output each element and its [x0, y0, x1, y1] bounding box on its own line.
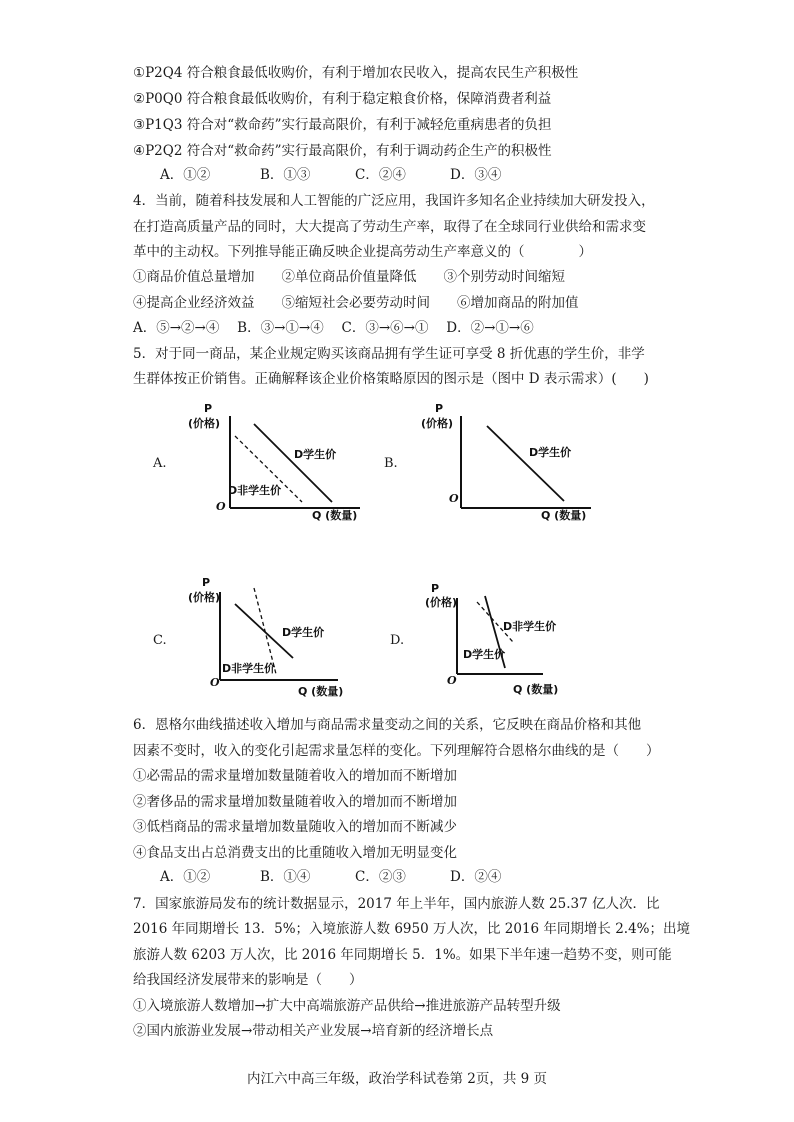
q6-stem-2: 因素不变时，收入的变化引起需求量怎样的变化。下列理解符合恩格尔曲线的是（ ） [133, 743, 660, 759]
graph-c-price: (价格) [188, 591, 221, 604]
q6-option-d[interactable]: D．②④ [450, 869, 502, 885]
q3-item-1: ①P2Q4 符合粮食最低收购价，有利于增加农民收入，提高农民生产积极性 [133, 65, 579, 81]
q4-item-row-2: ④提高企业经济效益 ⑤缩短社会必要劳动时间 ⑥增加商品的附加值 [133, 295, 579, 311]
graph-d-label[interactable]: D. [390, 633, 405, 648]
graph-a-q: Q (数量) [312, 509, 358, 522]
q6-item-1: ①必需品的需求量增加数量随着收入的增加而不断增加 [133, 768, 457, 784]
q4-stem-1: 4．当前，随着科技发展和人工智能的广泛应用，我国许多知名企业持续加大研发投入， [133, 193, 655, 209]
graph-d-d1: D非学生价 [503, 620, 557, 633]
page-footer: 内江六中高三年级，政治学科试卷第 2页，共 9 页 [246, 1071, 548, 1087]
q3-item-2: ②P0Q0 符合粮食最低收购价，有利于稳定粮食价格，保障消费者利益 [133, 91, 552, 107]
q7-stem-1: 7．国家旅游局发布的统计数据显示，2017 年上半年，国内旅游人数 25.37 亿人次．比 [133, 896, 660, 912]
q7-stem-4: 给我国经济发展带来的影响是（ ） [133, 972, 363, 988]
graph-c-origin: O [210, 676, 220, 689]
q4-options[interactable]: A．⑤→②→④ B．③→①→④ C．③→⑥→① D．②→①→⑥ [133, 320, 534, 336]
graph-d-origin: O [447, 674, 457, 687]
q6-option-a[interactable]: A．①② [160, 869, 211, 885]
graph-a-p: P [204, 402, 213, 415]
graph-b-d1-line [487, 426, 564, 501]
graph-a-origin: O [216, 500, 226, 513]
graph-c-d1: D学生价 [282, 626, 325, 639]
q4-stem-3: 革中的主动权。下列推导能正确反映企业提高劳动生产率意义的（ ） [133, 244, 592, 260]
q5-stem-1: 5．对于同一商品，某企业规定购买该商品拥有学生证可享受 8 折优惠的学生价，非学 [133, 346, 645, 362]
graph-d-p: P [431, 582, 440, 595]
graph-c-p: P [202, 576, 211, 589]
q6-stem-1: 6．恩格尔曲线描述收入增加与商品需求量变动之间的关系，它反映在商品价格和其他 [133, 717, 642, 733]
graph-b-price: (价格) [421, 417, 454, 430]
graph-c-q: Q (数量) [298, 685, 344, 698]
q6-option-b[interactable]: B．①④ [260, 869, 311, 885]
graph-a-d2: D非学生价 [228, 484, 282, 497]
q3-options [160, 166, 545, 184]
q3-option-c[interactable]: C．②④ [355, 167, 406, 183]
q3-option-d[interactable]: D．③④ [450, 167, 502, 183]
q7-stem-2: 2016 年同期增长 13．5%；入境旅游人数 6950 万人次，比 2016 年同期增长 2.4%；出境 [133, 921, 690, 937]
graph-b-p: P [435, 402, 444, 415]
graph-b [411, 398, 611, 532]
q4-item-row-1: ①商品价值总量增加 ②单位商品价值量降低 ③个别劳动时间缩短 [133, 269, 565, 285]
q7-item-2: ②国内旅游业发展→带动相关产业发展→培育新的经济增长点 [133, 1023, 494, 1039]
q3-item-3: ③P1Q3 符合对“救命药”实行最高限价，有利于减轻危重病患者的负担 [133, 117, 552, 133]
q3-option-a[interactable]: A．①② [160, 167, 211, 183]
q4-stem-2: 在打造高质量产品的同时，大大提高了劳动生产率，取得了在全球同行业供给和需求变 [133, 219, 646, 235]
q6-item-3: ③低档商品的需求量增加数量随收入的增加而不断减少 [133, 819, 457, 835]
q7-item-1: ①入境旅游人数增加→扩大中高端旅游产品供给→推进旅游产品转型升级 [133, 998, 561, 1014]
graph-d-q: Q (数量) [513, 683, 559, 696]
graph-d-price: (价格) [425, 596, 458, 609]
q7-stem-3: 旅游人数 6203 万人次，比 2016 年同期增长 5．1%。如果下半年速一趋势不变，则可能 [133, 947, 672, 963]
graph-a-d1: D学生价 [294, 448, 337, 461]
q6-item-4: ④食品支出占总消费支出的比重随收入增加无明显变化 [133, 845, 457, 861]
q3-item-4: ④P2Q2 符合对“救命药”实行最高限价，有利于调动药企生产的积极性 [133, 143, 552, 159]
graph-a-price: (价格) [188, 417, 221, 430]
q6-option-c[interactable]: C．②③ [355, 869, 406, 885]
graph-b-label[interactable]: B. [384, 456, 398, 471]
q5-stem-2: 生群体按正价销售。正确解释该企业价格策略原因的图示是（图中 D 表示需求）( ) [133, 371, 649, 387]
graph-b-q: Q (数量) [541, 509, 587, 522]
graph-c-d2: D非学生价 [222, 662, 276, 675]
graph-b-origin: O [449, 492, 459, 505]
graph-c-label[interactable]: C. [153, 633, 167, 648]
graph-c [180, 574, 380, 708]
q3-option-b[interactable]: B．①③ [260, 167, 311, 183]
graph-d [413, 572, 613, 706]
graph-a [180, 398, 380, 532]
q6-item-2: ②奢侈品的需求量增加数量随着收入的增加而不断增加 [133, 794, 457, 810]
q6-options [160, 868, 545, 886]
graph-b-d1: D学生价 [529, 446, 572, 459]
graph-a-label[interactable]: A. [153, 456, 167, 471]
graph-d-d2: D学生价 [463, 648, 506, 661]
